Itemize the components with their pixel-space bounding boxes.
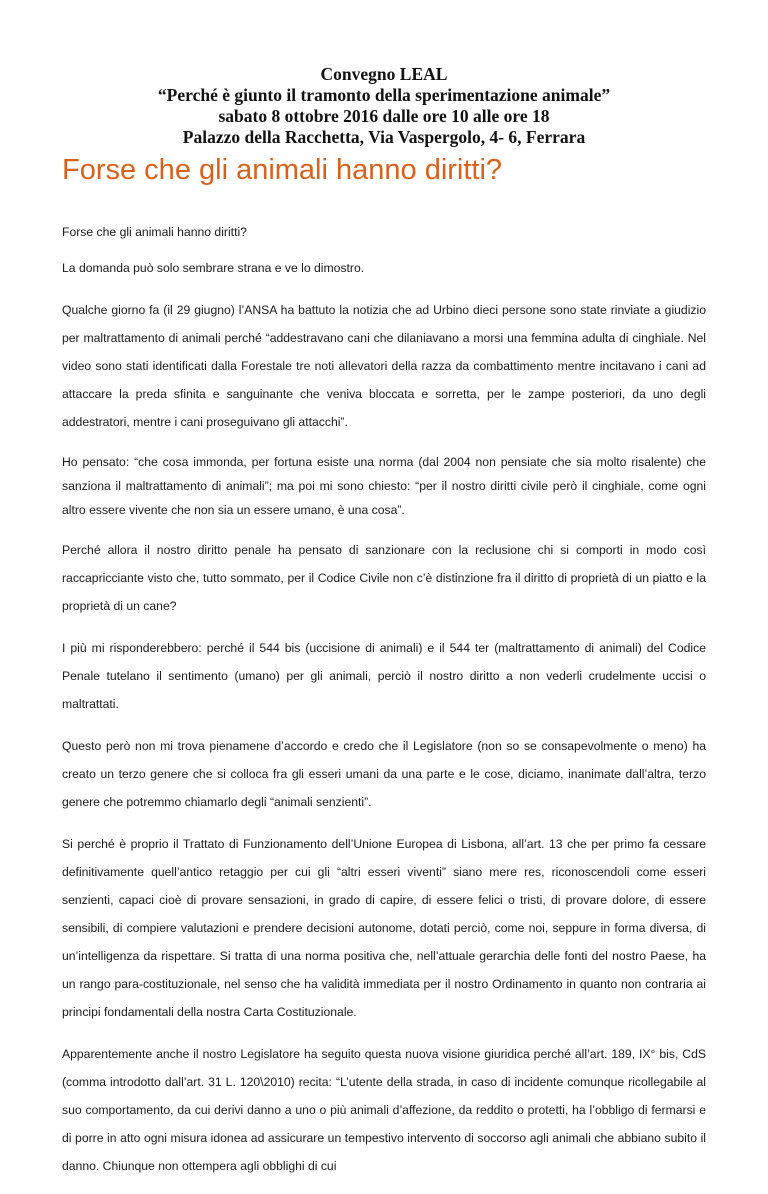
paragraph-2: La domanda può solo sembrare strana e ve lo dimostro. [62,261,365,275]
paragraph-4: Ho pensato: “che cosa immonda, per fortuna esiste una norma (dal 2004 non pensiate che sia molto risalente) che sanziona il maltrattamento di animali”; ma poi mi sono chiesto: “per il nostro diritti civile però il cinghiale, come ogni altro essere vivente che non sia un essere umano, è una cosa”. [62,455,706,517]
paragraph-9: Apparentemente anche il nostro Legislatore ha seguito questa nuova visione giuridica perché all’art. 189, IX° bis, CdS (comma introdotto dall’art. 31 L. 120\2010) recita: “L’utente della strada, in caso di incidente comunque ricollegabile al suo comportamento, da cui derivi danno a uno o più animali d’affezione, da reddito o protetti, ha l’obbligo di fermarsi e di porre in atto ogni misura idonea ad assicurare un tempestivo intervento di soccorso agli animali che abbiano subito il danno. Chiunque non ottempera agli obblighi di cui [62,1047,706,1173]
event-header [0,64,768,148]
paragraph-8: Si perché è proprio il Trattato di Funzionamento dell’Unione Europea di Lisbona, all’art. 13 che per primo fa cessare definitivamente quell’antico retaggio per cui gli “altri esseri viventi” siano mere res, riconoscendoli come esseri senzienti, capaci cioè di provare sensazioni, in grado di capire, di essere felici o tristi, di provare dolore, di essere sensibili, di compiere valutazioni e prendere decisioni autonome, dotati perciò, come noi, seppure in forma diversa, di un’intelligenza da rispettare. Si tratta di una norma positiva che, nell’attuale gerarchia delle fonti del nostro Paese, ha un rango para-costituzionale, nel senso che ha validità immediata per il nostro Ordinamento in quanto non contraria ai principi fondamentali della nostra Carta Costituzionale. [62,837,706,1019]
article-title: Forse che gli animali hanno diritti? [62,154,503,186]
paragraph-3: Qualche giorno fa (il 29 giugno) l’ANSA ha battuto la notizia che ad Urbino dieci persone sono state rinviate a giudizio per maltrattamento di animali perché “addestravano cani che dilaniavano a morsi una femmina adulta di cinghiale. Nel video sono stati identificati dalla Forestale tre noti allevatori della razza da combattimento mentre incitavano i cani ad attaccare la preda sfinita e sanguinante che veniva bloccata e sorretta, per le zampe posteriori, da uno degli addestratori, mentre i cani proseguivano gli attacchi”. [62,303,706,429]
paragraph-5: Perché allora il nostro diritto penale ha pensato di sanzionare con la reclusione chi si comporti in modo così raccapricciante visto che, tutto sommato, per il Codice Civile non c’è distinzione fra il diritto di proprietà di un piatto e la proprietà di un cane? [62,543,706,613]
header-line-2: “Perché è giunto il tramonto della sperimentazione animale” [157,85,611,105]
header-line-1: Convegno LEAL [320,64,448,84]
paragraph-1: Forse che gli animali hanno diritti? [62,225,247,239]
paragraph-7: Questo però non mi trova pienamene d’accordo e credo che il Legislatore (non so se consapevolmente o meno) ha creato un terzo genere che si colloca fra gli esseri umani da una parte e le cose, diciamo, inanimate dall’altra, terzo genere che potremmo chiamarlo degli “animali senzienti”. [62,739,706,809]
header-line-4: Palazzo della Racchetta, Via Vaspergolo, 4- 6, Ferrara [182,127,586,147]
article-body [62,224,706,1194]
header-line-3: sabato 8 ottobre 2016 dalle ore 10 alle ore 18 [218,106,550,126]
paragraph-6: I più mi risponderebbero: perché il 544 bis (uccisione di animali) e il 544 ter (maltrattamento di animali) del Codice Penale tutelano il sentimento (umano) per gli animali, perciò il nostro diritto a non vederli crudelmente uccisi o maltrattati. [62,641,706,711]
